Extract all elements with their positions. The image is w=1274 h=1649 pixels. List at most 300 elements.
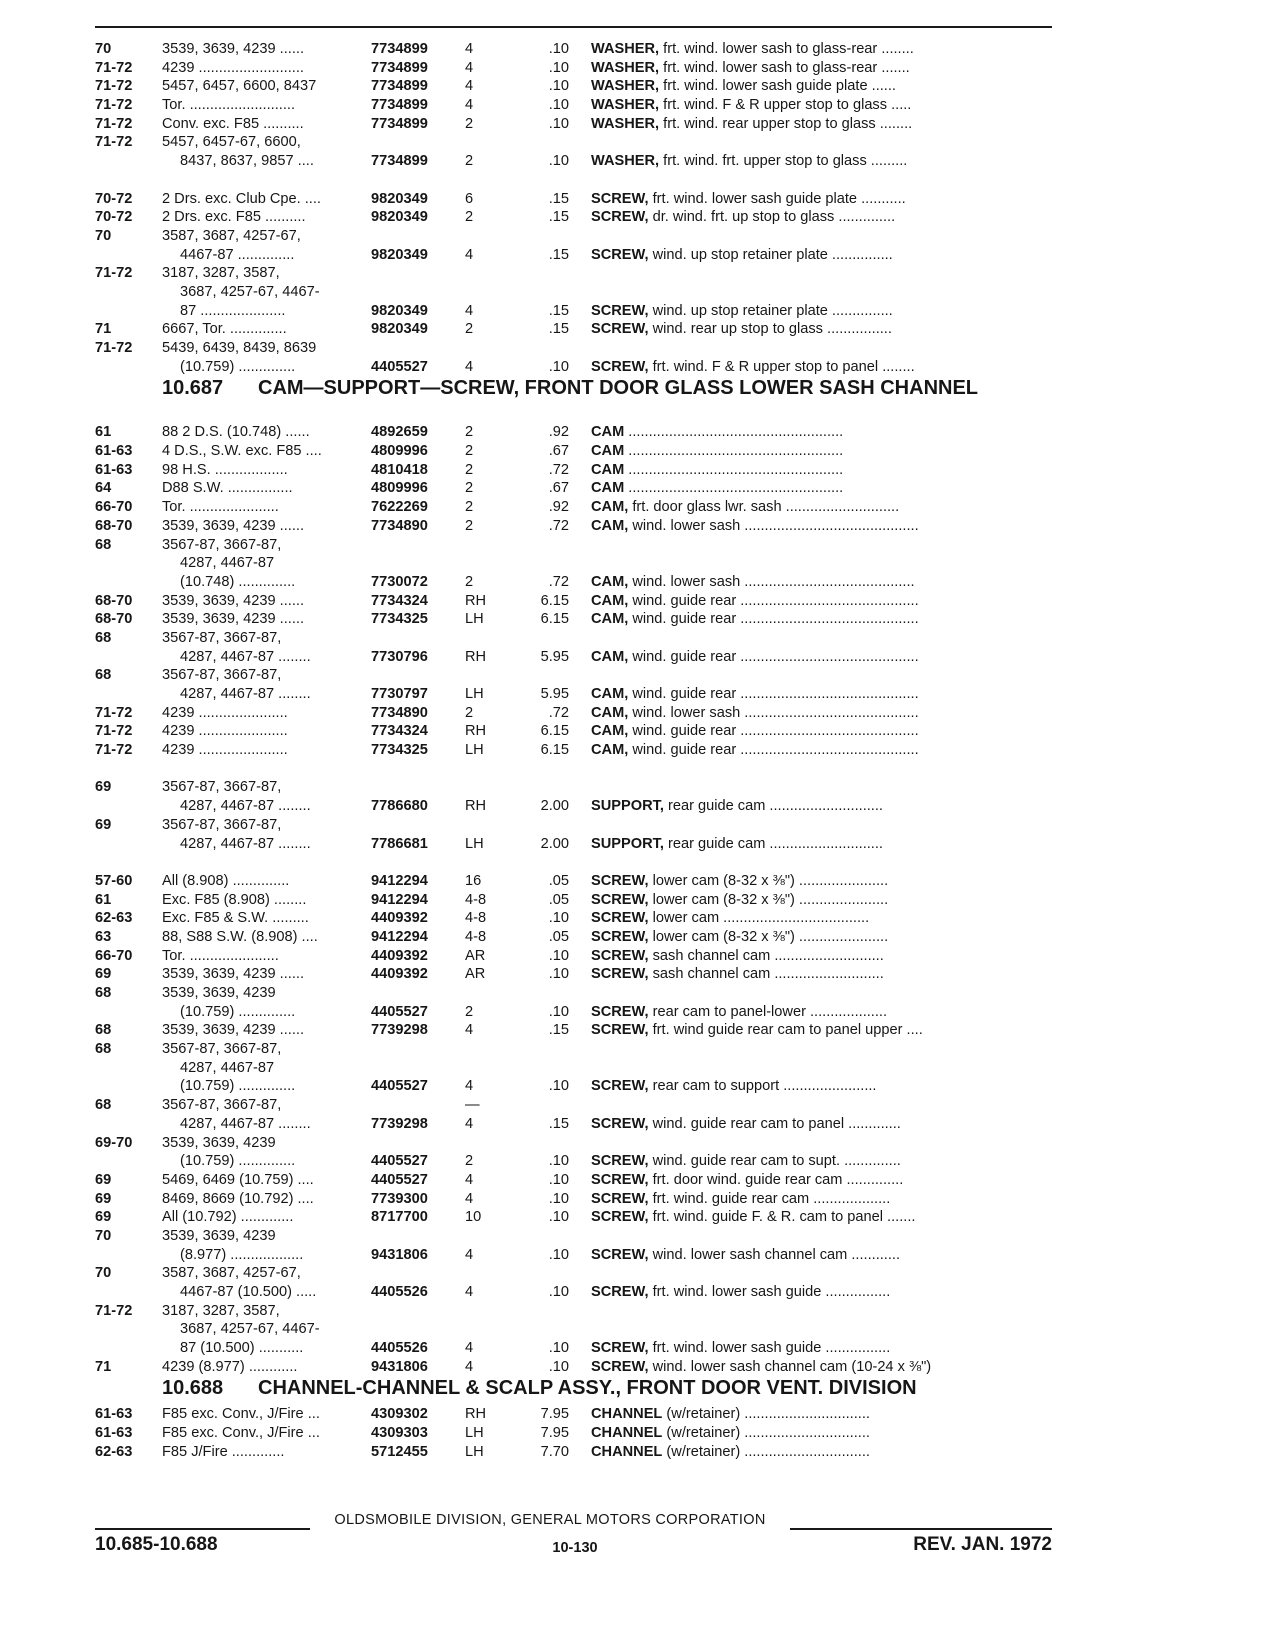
price-cell: .15 bbox=[548, 321, 569, 338]
year-cell: 68 bbox=[95, 1041, 112, 1058]
model-cell: 3539, 3639, 4239 ...... bbox=[162, 41, 304, 57]
quantity-cell: 4 bbox=[465, 1358, 474, 1375]
price-cell: .10 bbox=[548, 947, 569, 964]
part-number-cell: 7622269 bbox=[371, 499, 428, 516]
year-cell: 71-72 bbox=[95, 115, 133, 132]
model-cell: 4287, 4467-87 bbox=[180, 555, 275, 572]
description-text: wind. guide rear ............................................ bbox=[628, 686, 919, 702]
description-text: frt. wind. frt. upper stop to glass ......... bbox=[659, 153, 908, 170]
quantity-cell: 2 bbox=[465, 209, 474, 226]
quantity-cell: RH bbox=[465, 723, 487, 740]
part-number-cell: 9412294 bbox=[371, 928, 428, 945]
model-cell: 8437, 8637, 9857 .... bbox=[180, 153, 314, 170]
year-cell: 69 bbox=[95, 1190, 112, 1207]
part-row bbox=[95, 592, 1055, 611]
model-cell: 3539, 3639, 4239 ...... bbox=[162, 1022, 304, 1039]
quantity-cell: LH bbox=[465, 835, 484, 852]
model-cell: 5457, 6457, 6600, 8437 bbox=[162, 78, 317, 95]
model-cell: 3567-87, 3667-87, bbox=[162, 779, 282, 796]
description-cell bbox=[591, 1443, 1053, 1462]
description-text: wind. guide rear ............................................ bbox=[628, 723, 919, 740]
description-keyword: CAM bbox=[591, 443, 625, 460]
page-footer bbox=[95, 1510, 1052, 1570]
description-text: rear guide cam ............................ bbox=[663, 835, 883, 852]
description-keyword: SCREW, bbox=[591, 1022, 649, 1039]
part-number-cell: 7730797 bbox=[371, 686, 428, 702]
model-cell: 87 ..................... bbox=[180, 302, 286, 319]
description-keyword: SCREW, bbox=[591, 1209, 649, 1226]
price-cell: .10 bbox=[548, 78, 569, 95]
part-row bbox=[95, 947, 1055, 966]
model-cell: 98 H.S. .................. bbox=[162, 461, 288, 478]
model-cell: F85 exc. Conv., J/Fire ... bbox=[162, 1425, 320, 1442]
part-row bbox=[95, 1264, 1055, 1283]
model-cell: (10.759) .............. bbox=[180, 1078, 296, 1095]
part-number-cell: 7739298 bbox=[371, 1022, 428, 1039]
description-text: frt. wind. lower sash to glass-rear ....... bbox=[659, 59, 910, 76]
quantity-cell: LH bbox=[465, 1443, 484, 1460]
model-cell: 3539, 3639, 4239 ...... bbox=[162, 611, 304, 628]
year-cell: 71-72 bbox=[95, 59, 133, 76]
description-text: sash channel cam ........................... bbox=[648, 966, 884, 983]
description-keyword: SCREW, bbox=[591, 1190, 649, 1207]
model-cell: 4239 ...................... bbox=[162, 704, 288, 721]
model-cell: Tor. .......................... bbox=[162, 97, 295, 114]
section-number: 10.688 bbox=[162, 1377, 224, 1400]
part-row bbox=[95, 554, 1055, 573]
row-spacer bbox=[95, 853, 1055, 872]
price-cell: .10 bbox=[548, 910, 569, 927]
model-cell: 4287, 4467-87 ........ bbox=[180, 1115, 311, 1132]
price-cell: 5.95 bbox=[540, 648, 569, 665]
description-text: rear guide cam ............................ bbox=[663, 798, 883, 815]
part-row bbox=[95, 685, 1055, 704]
part-row bbox=[95, 1208, 1055, 1227]
description-cell bbox=[591, 891, 1053, 910]
part-number-cell: 7730072 bbox=[371, 573, 428, 590]
price-cell: .10 bbox=[548, 59, 569, 76]
description-keyword: SCREW, bbox=[591, 928, 649, 945]
description-cell bbox=[591, 909, 1053, 928]
price-cell: .15 bbox=[548, 190, 569, 207]
price-cell: .10 bbox=[548, 1209, 569, 1226]
year-cell: 68 bbox=[95, 667, 112, 684]
description-text: (w/retainer) ............................... bbox=[662, 1425, 870, 1442]
part-number-cell: 7739300 bbox=[371, 1190, 428, 1207]
price-cell: .10 bbox=[548, 1153, 569, 1170]
model-cell: 6667, Tor. .............. bbox=[162, 321, 287, 338]
description-text: frt. wind. guide F. & R. cam to panel ....... bbox=[648, 1209, 916, 1226]
model-cell: Tor. ...................... bbox=[162, 947, 279, 964]
model-cell: 4467-87 (10.500) ..... bbox=[180, 1284, 317, 1300]
quantity-cell: AR bbox=[465, 947, 486, 964]
price-cell: 2.00 bbox=[540, 798, 569, 815]
year-cell: 63 bbox=[95, 928, 112, 945]
year-cell: 71-72 bbox=[95, 1302, 133, 1319]
part-number-cell: 7734325 bbox=[371, 742, 428, 759]
description-keyword: SCREW, bbox=[591, 1340, 649, 1357]
description-cell bbox=[591, 1358, 1053, 1377]
part-number-cell: 4809996 bbox=[371, 443, 428, 460]
quantity-cell: 4 bbox=[465, 1190, 474, 1207]
price-cell: .15 bbox=[548, 246, 569, 263]
part-row bbox=[95, 1190, 1055, 1209]
description-text: frt. wind. lower sash guide ................ bbox=[648, 1284, 891, 1300]
model-cell: 3539, 3639, 4239 ...... bbox=[162, 592, 304, 609]
quantity-cell: 4 bbox=[465, 358, 474, 375]
part-row bbox=[95, 1171, 1055, 1190]
description-cell bbox=[591, 592, 1053, 611]
quantity-cell: 2 bbox=[465, 424, 474, 441]
model-cell: All (10.792) ............. bbox=[162, 1209, 294, 1226]
part-row bbox=[95, 1283, 1055, 1302]
part-row bbox=[95, 1021, 1055, 1040]
model-cell: 4287, 4467-87 ........ bbox=[180, 835, 311, 852]
quantity-cell: 4 bbox=[465, 1022, 474, 1039]
quantity-cell: 2 bbox=[465, 1003, 474, 1020]
year-cell: 69-70 bbox=[95, 1134, 133, 1151]
description-cell bbox=[591, 741, 1053, 760]
part-row bbox=[95, 629, 1055, 648]
quantity-cell: RH bbox=[465, 648, 487, 665]
part-number-cell: 4405526 bbox=[371, 1284, 428, 1300]
part-row bbox=[95, 891, 1055, 910]
year-cell: 57-60 bbox=[95, 872, 133, 889]
description-cell bbox=[591, 59, 1053, 78]
quantity-cell: RH bbox=[465, 798, 487, 815]
description-text: wind. guide rear ............................................ bbox=[628, 611, 919, 628]
part-number-cell: 8717700 bbox=[371, 1209, 428, 1226]
year-cell: 64 bbox=[95, 480, 112, 497]
quantity-cell: 2 bbox=[465, 461, 474, 478]
description-text: wind. rear up stop to glass ................ bbox=[648, 321, 892, 338]
price-cell: .05 bbox=[548, 891, 569, 908]
price-cell: .15 bbox=[548, 1022, 569, 1039]
model-cell: (10.748) .............. bbox=[180, 573, 296, 590]
year-cell: 71-72 bbox=[95, 78, 133, 95]
quantity-cell: AR bbox=[465, 966, 486, 983]
description-cell bbox=[591, 358, 1053, 377]
description-cell bbox=[591, 1021, 1053, 1040]
description-text: frt. wind guide rear cam to panel upper .... bbox=[648, 1022, 923, 1039]
model-cell: 3567-87, 3667-87, bbox=[162, 816, 282, 833]
part-row bbox=[95, 965, 1055, 984]
price-cell: .10 bbox=[548, 358, 569, 375]
footer-revision: REV. JAN. 1972 bbox=[913, 1534, 1052, 1555]
description-keyword: CHANNEL bbox=[591, 1425, 663, 1442]
quantity-cell: LH bbox=[465, 686, 484, 702]
quantity-cell: 16 bbox=[465, 872, 482, 889]
quantity-cell: LH bbox=[465, 742, 484, 759]
price-cell: 7.70 bbox=[540, 1443, 569, 1460]
part-row bbox=[95, 872, 1055, 891]
part-row bbox=[95, 190, 1055, 209]
quantity-cell: 4 bbox=[465, 1115, 474, 1132]
model-cell: 4287, 4467-87 ........ bbox=[180, 648, 311, 665]
quantity-cell: RH bbox=[465, 592, 487, 609]
description-keyword: CAM, bbox=[591, 499, 629, 516]
model-cell: (8.977) .................. bbox=[180, 1246, 304, 1263]
quantity-cell: 4 bbox=[465, 1246, 474, 1263]
part-number-cell: 7734899 bbox=[371, 41, 428, 57]
description-keyword: SUPPORT, bbox=[591, 798, 664, 815]
quantity-cell: LH bbox=[465, 611, 484, 628]
model-cell: 5439, 6439, 8439, 8639 bbox=[162, 340, 317, 356]
price-cell: 7.95 bbox=[540, 1425, 569, 1442]
description-keyword: WASHER, bbox=[591, 115, 660, 132]
part-row bbox=[95, 1115, 1055, 1134]
year-cell: 62-63 bbox=[95, 1443, 133, 1460]
description-text: wind. up stop retainer plate ............... bbox=[648, 302, 893, 319]
parts-table-channel bbox=[95, 1405, 1055, 1461]
part-row bbox=[95, 741, 1055, 760]
price-cell: .10 bbox=[548, 115, 569, 132]
model-cell: 3587, 3687, 4257-67, bbox=[162, 1265, 301, 1282]
model-cell: 3187, 3287, 3587, bbox=[162, 265, 280, 282]
price-cell: 6.15 bbox=[540, 742, 569, 759]
description-cell bbox=[591, 1152, 1053, 1171]
part-number-cell: 9820349 bbox=[371, 302, 428, 319]
description-keyword: CAM, bbox=[591, 686, 629, 702]
part-number-cell: 7730796 bbox=[371, 648, 428, 665]
part-number-cell: 5712455 bbox=[371, 1443, 428, 1460]
description-keyword: WASHER, bbox=[591, 41, 660, 57]
quantity-cell: 2 bbox=[465, 443, 474, 460]
part-number-cell: 7734890 bbox=[371, 704, 428, 721]
quantity-cell: 4 bbox=[465, 97, 474, 114]
price-cell: .05 bbox=[548, 872, 569, 889]
parts-table-washer-screw bbox=[95, 40, 1055, 376]
footer-corporation: OLDSMOBILE DIVISION, GENERAL MOTORS CORPORATION bbox=[334, 1512, 766, 1528]
section-title: CHANNEL-CHANNEL & SCALP ASSY., FRONT DOOR VENT. DIVISION bbox=[258, 1377, 917, 1400]
price-cell: .10 bbox=[548, 97, 569, 114]
description-text: lower cam (8-32 x ⅜") ...................... bbox=[648, 872, 889, 889]
quantity-cell: 2 bbox=[465, 517, 474, 534]
footer-rule-left bbox=[95, 1528, 310, 1530]
model-cell: 4287, 4467-87 ........ bbox=[180, 686, 311, 702]
description-text: frt. wind. rear upper stop to glass ........ bbox=[659, 115, 913, 132]
description-keyword: SCREW, bbox=[591, 872, 649, 889]
model-cell: (10.759) .............. bbox=[180, 1003, 296, 1020]
price-cell: .10 bbox=[548, 1340, 569, 1357]
description-keyword: CAM, bbox=[591, 648, 629, 665]
description-text: wind. lower sash ........................................... bbox=[628, 517, 919, 534]
description-cell bbox=[591, 685, 1053, 704]
price-cell: .72 bbox=[548, 461, 569, 478]
quantity-cell: 4 bbox=[465, 246, 474, 263]
parts-table-cam-support-screw bbox=[95, 423, 1055, 1376]
year-cell: 71-72 bbox=[95, 340, 133, 356]
year-cell: 61-63 bbox=[95, 443, 133, 460]
year-cell: 70 bbox=[95, 227, 112, 244]
description-cell bbox=[591, 1190, 1053, 1209]
model-cell: 3539, 3639, 4239 bbox=[162, 985, 276, 1001]
part-row bbox=[95, 1096, 1055, 1115]
model-cell: 4239 (8.977) ............ bbox=[162, 1358, 298, 1375]
year-cell: 71-72 bbox=[95, 97, 133, 114]
model-cell: 4239 ...................... bbox=[162, 742, 288, 759]
description-cell bbox=[591, 704, 1053, 723]
year-cell: 70-72 bbox=[95, 209, 133, 226]
description-text: wind. guide rear ............................................ bbox=[628, 742, 919, 759]
price-cell: .10 bbox=[548, 1190, 569, 1207]
year-cell: 71-72 bbox=[95, 742, 133, 759]
part-row bbox=[95, 1003, 1055, 1022]
description-cell bbox=[591, 1003, 1053, 1022]
quantity-cell: 4-8 bbox=[465, 928, 487, 945]
description-keyword: CAM, bbox=[591, 517, 629, 534]
description-keyword: SCREW, bbox=[591, 246, 649, 263]
footer-page-number: 10-130 bbox=[552, 1540, 598, 1556]
quantity-cell: 4-8 bbox=[465, 910, 487, 927]
part-number-cell: 7734890 bbox=[371, 517, 428, 534]
model-cell: 4287, 4467-87 bbox=[180, 1059, 275, 1076]
price-cell: .92 bbox=[548, 499, 569, 516]
model-cell: 5469, 6469 (10.759) .... bbox=[162, 1171, 314, 1188]
year-cell: 68 bbox=[95, 985, 112, 1001]
description-cell bbox=[591, 115, 1053, 134]
description-cell bbox=[591, 517, 1053, 536]
model-cell: 88 2 D.S. (10.748) ...... bbox=[162, 424, 310, 441]
year-cell: 68-70 bbox=[95, 611, 133, 628]
description-cell bbox=[591, 797, 1053, 816]
part-number-cell: 9820349 bbox=[371, 209, 428, 226]
section-title: CAM—SUPPORT—SCREW, FRONT DOOR GLASS LOWER SASH CHANNEL bbox=[258, 377, 979, 400]
part-row bbox=[95, 1339, 1055, 1358]
description-text: (w/retainer) ............................... bbox=[662, 1443, 870, 1460]
description-text: frt. wind. F & R upper stop to glass ..... bbox=[659, 97, 912, 114]
model-cell: All (8.908) .............. bbox=[162, 872, 290, 889]
description-text: frt. wind. lower sash guide plate ...... bbox=[659, 78, 896, 95]
description-cell bbox=[591, 302, 1053, 321]
part-row bbox=[95, 1424, 1055, 1443]
description-cell bbox=[591, 1208, 1053, 1227]
quantity-cell: — bbox=[465, 1097, 480, 1114]
quantity-cell: 2 bbox=[465, 704, 474, 721]
description-text: frt. door glass lwr. sash ............................ bbox=[628, 499, 900, 516]
description-keyword: SCREW, bbox=[591, 1246, 649, 1263]
model-cell: (10.759) .............. bbox=[180, 1153, 296, 1170]
description-keyword: CAM bbox=[591, 424, 625, 441]
description-keyword: CAM, bbox=[591, 723, 629, 740]
quantity-cell: 2 bbox=[465, 499, 474, 516]
part-number-cell: 7734899 bbox=[371, 78, 428, 95]
quantity-cell: 4 bbox=[465, 78, 474, 95]
part-row bbox=[95, 40, 1055, 59]
part-number-cell: 4405527 bbox=[371, 358, 428, 375]
part-row bbox=[95, 152, 1055, 171]
part-number-cell: 9820349 bbox=[371, 321, 428, 338]
year-cell: 69 bbox=[95, 779, 112, 796]
description-cell bbox=[591, 722, 1053, 741]
part-number-cell: 9412294 bbox=[371, 891, 428, 908]
description-cell bbox=[591, 610, 1053, 629]
description-keyword: SCREW, bbox=[591, 1078, 649, 1095]
price-cell: 6.15 bbox=[540, 611, 569, 628]
price-cell: .92 bbox=[548, 424, 569, 441]
price-cell: 2.00 bbox=[540, 835, 569, 852]
description-keyword: WASHER, bbox=[591, 59, 660, 76]
year-cell: 69 bbox=[95, 1209, 112, 1226]
description-cell bbox=[591, 1077, 1053, 1096]
model-cell: 3687, 4257-67, 4467- bbox=[180, 283, 320, 300]
description-text: wind. up stop retainer plate ............... bbox=[648, 246, 893, 263]
model-cell: F85 exc. Conv., J/Fire ... bbox=[162, 1406, 320, 1423]
description-text: wind. guide rear ............................................ bbox=[628, 648, 919, 665]
description-text: wind. lower sash channel cam (10-24 x ⅜") bbox=[648, 1358, 932, 1375]
part-row bbox=[95, 704, 1055, 723]
description-cell bbox=[591, 40, 1053, 59]
footer-rule-right bbox=[790, 1528, 1052, 1530]
description-cell bbox=[591, 928, 1053, 947]
part-row bbox=[95, 573, 1055, 592]
description-keyword: SUPPORT, bbox=[591, 835, 664, 852]
quantity-cell: 4-8 bbox=[465, 891, 487, 908]
part-row bbox=[95, 246, 1055, 265]
part-number-cell: 4405526 bbox=[371, 1340, 428, 1357]
description-cell bbox=[591, 965, 1053, 984]
part-number-cell: 7734324 bbox=[371, 723, 428, 740]
year-cell: 68-70 bbox=[95, 517, 133, 534]
model-cell: 3567-87, 3667-87, bbox=[162, 536, 282, 553]
model-cell: 4239 .......................... bbox=[162, 59, 304, 76]
model-cell: Conv. exc. F85 .......... bbox=[162, 115, 304, 132]
quantity-cell: 4 bbox=[465, 1340, 474, 1357]
part-row bbox=[95, 778, 1055, 797]
description-cell bbox=[591, 461, 1053, 480]
quantity-cell: 4 bbox=[465, 1078, 474, 1095]
model-cell: 3539, 3639, 4239 ...... bbox=[162, 517, 304, 534]
price-cell: .10 bbox=[548, 1246, 569, 1263]
model-cell: 3539, 3639, 4239 bbox=[162, 1134, 276, 1151]
description-text: wind. guide rear cam to supt. .............. bbox=[648, 1153, 901, 1170]
model-cell: 2 Drs. exc. F85 .......... bbox=[162, 209, 306, 226]
description-keyword: CAM, bbox=[591, 573, 629, 590]
description-cell bbox=[591, 77, 1053, 96]
year-cell: 69 bbox=[95, 816, 112, 833]
price-cell: .10 bbox=[548, 1003, 569, 1020]
row-spacer bbox=[95, 171, 1055, 190]
description-text: rear cam to support ....................... bbox=[648, 1078, 877, 1095]
description-cell bbox=[591, 1115, 1053, 1134]
description-keyword: CAM, bbox=[591, 592, 629, 609]
year-cell: 70 bbox=[95, 41, 112, 57]
description-cell bbox=[591, 648, 1053, 667]
part-number-cell: 7739298 bbox=[371, 1115, 428, 1132]
year-cell: 61-63 bbox=[95, 1425, 133, 1442]
part-row bbox=[95, 517, 1055, 536]
description-cell bbox=[591, 96, 1053, 115]
part-number-cell: 4405527 bbox=[371, 1153, 428, 1170]
description-keyword: SCREW, bbox=[591, 966, 649, 983]
part-row bbox=[95, 59, 1055, 78]
description-keyword: SCREW, bbox=[591, 891, 649, 908]
description-text: ..................................................... bbox=[624, 443, 844, 460]
part-row bbox=[95, 1302, 1055, 1321]
part-number-cell: 7734899 bbox=[371, 115, 428, 132]
description-keyword: WASHER, bbox=[591, 78, 660, 95]
description-keyword: SCREW, bbox=[591, 947, 649, 964]
part-row bbox=[95, 1443, 1055, 1462]
part-row bbox=[95, 77, 1055, 96]
part-number-cell: 9431806 bbox=[371, 1358, 428, 1375]
part-row bbox=[95, 648, 1055, 667]
description-text: lower cam (8-32 x ⅜") ...................... bbox=[648, 891, 889, 908]
part-row bbox=[95, 722, 1055, 741]
part-row bbox=[95, 320, 1055, 339]
model-cell: 3687, 4257-67, 4467- bbox=[180, 1321, 320, 1338]
description-text: lower cam (8-32 x ⅜") ...................... bbox=[648, 928, 889, 945]
